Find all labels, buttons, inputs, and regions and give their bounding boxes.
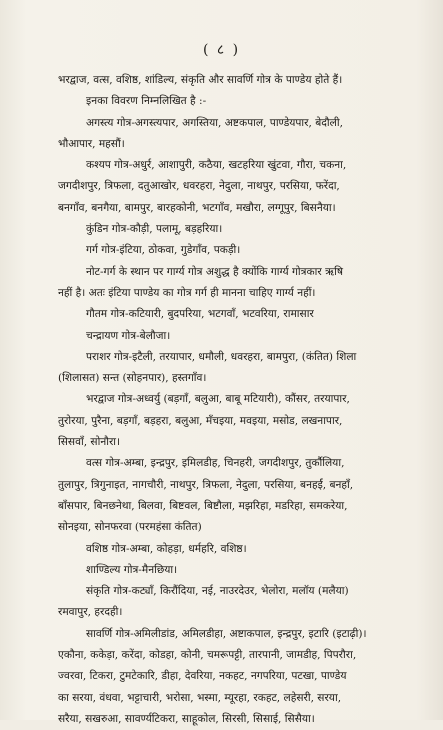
text-line: सिसवाँ, सोनौरा। bbox=[58, 436, 121, 449]
text-line: ज्वरवा, टिकरा, टुमटेकारि, डीहा, देवरिया, नकहट, नगपरिया, पटखा, पाण्डेय bbox=[58, 670, 347, 683]
text-line: सरैया, सखरुआ, सावर्ण्यटिकरा, साहूकोल, सिरसी, सिसाई, सिसैया। bbox=[58, 712, 315, 725]
text-line: का सरया, वंधवा, भट्टाचारी, भरोसा, भस्मा, म्यूरहा, रकहट, लहेसरी, सरया, bbox=[58, 691, 342, 704]
text-line: सोनइया, सोनफरवा (परमहंसा कंतित) bbox=[58, 521, 202, 534]
gotra-heading-line: कुंडिन गोत्र-कौड़ी, पलामू, बड़हरिया। bbox=[86, 223, 223, 236]
text-line: तुरोरया, पुरैना, बड़गाँ, बड़हरा, बलुआ, मँचइया, मवइया, मसोड, लखनापार, bbox=[58, 414, 343, 427]
gotra-heading-line: संकृति गोत्र-कट्याँ, किरौंदिया, नई, नाउरदेउर, भेलोरा, मलॉय (मलैया) bbox=[86, 585, 349, 598]
gotra-heading-line: अगस्त्य गोत्र-अगस्त्यपार, अगस्तिया, अष्टकपाल, पाण्डेयपार, बेदौली, bbox=[86, 116, 343, 129]
gotra-heading-line: पराशर गोत्र-इटैली, तरयापार, धमौली, धवरहरा, बामपुरा, (कंतित) शिला bbox=[86, 350, 357, 363]
gotra-heading-line: चन्द्रायण गोत्र-बेलौजा। bbox=[86, 329, 171, 342]
text-line: एकौना, ककेड़ा, करेंदा, कोडहा, कोनी, चमरूपट्टी, तारपानी, जामडीह, पिपरौरा, bbox=[58, 649, 357, 662]
text-line: इनका विवरण निम्नलिखित है :- bbox=[86, 95, 207, 108]
gotra-heading-line: कश्यप गोत्र-अधुर्र, आशापुरी, कठैया, खटहरिया खुंटवा, गौरा, चकना, bbox=[86, 159, 347, 172]
text-line: भौआपार, महसौं। bbox=[58, 137, 125, 150]
text-line: जगदीशपुर, त्रिफला, दतुआखोर, धवरहरा, नेदुला, नाथपुर, परसिया, फरेंदा, bbox=[58, 180, 340, 193]
text-line: रमवापुर, हरदही। bbox=[58, 606, 123, 619]
text-line: तुलापुर, त्रिगुनाइत, नागचौरी, नाथपुर, त्रिफला, नेदुला, परसिया, बनहर्ई, बनहाँ, bbox=[58, 478, 354, 491]
text-line: भरद्वाज, वत्स, वशिष्ठ, शांडिल्य, संकृति और सावर्णि गोत्र के पाण्डेय होते हैं। bbox=[58, 74, 343, 86]
text-line: बनगाँव, बनगैया, बामपुर, बारहकोनी, भटगाँव, मखौरा, लग्गूपुर, बिसनैया। bbox=[58, 201, 336, 214]
gotra-heading-line: वत्स गोत्र-अम्बा, इन्द्रपुर, इमिलडीह, चिनहरी, जगदीशपुर, तुर्कौलिया, bbox=[86, 457, 345, 470]
note-line: नोट-गर्ग के स्थान पर गार्ग्य गोत्र अशुद्ध है क्योंकि गार्ग्य गोत्रकार ऋषि bbox=[86, 265, 344, 278]
gotra-heading-line: सावर्णि गोत्र-अमिलीडांड, अमिलडीहा, अष्टाकपाल, इन्द्रपुर, इटारि (इटाढ़ी)। bbox=[86, 627, 367, 640]
document-body bbox=[58, 70, 432, 730]
gotra-heading-line: वशिष्ठ गोत्र-अम्बा, कोहड़ा, धर्महरि, वशिष्ठ। bbox=[86, 542, 247, 555]
text-line: नहीं है। अतः इंटिया पाण्डेय का गोत्र गर्ग ही मानना चाहिए गार्ग्य नहीं। bbox=[58, 286, 316, 299]
text-line: (शिलासत) सन्त (सोहनपार), हस्तगाँव। bbox=[58, 372, 207, 385]
text-line: बाँसपार, बिनछनेथा, बिलवा, बिष्टवल, बिष्टौला, मझरिहा, मडरिहा, समकरेया, bbox=[58, 499, 348, 512]
gotra-heading-line: भरद्वाज गोत्र-अध्वर्यु (बड़गाँ, बलुआ, बाबू मटियारी), कौंसर, तरयापार, bbox=[86, 393, 350, 406]
gotra-heading-line: गर्ग गोत्र-इंटिया, ठोकवा, गुडेगाँव, पकड़ी। bbox=[86, 244, 241, 257]
gotra-heading-line: गौतम गोत्र-कटियारी, बुदपरिया, भटगवाँ, भटवरिया, रामासार bbox=[86, 308, 314, 321]
gotra-heading-line: शाण्डिल्य गोत्र-मैनछिया। bbox=[86, 563, 178, 576]
page-number: ( ८ ) bbox=[202, 42, 241, 58]
